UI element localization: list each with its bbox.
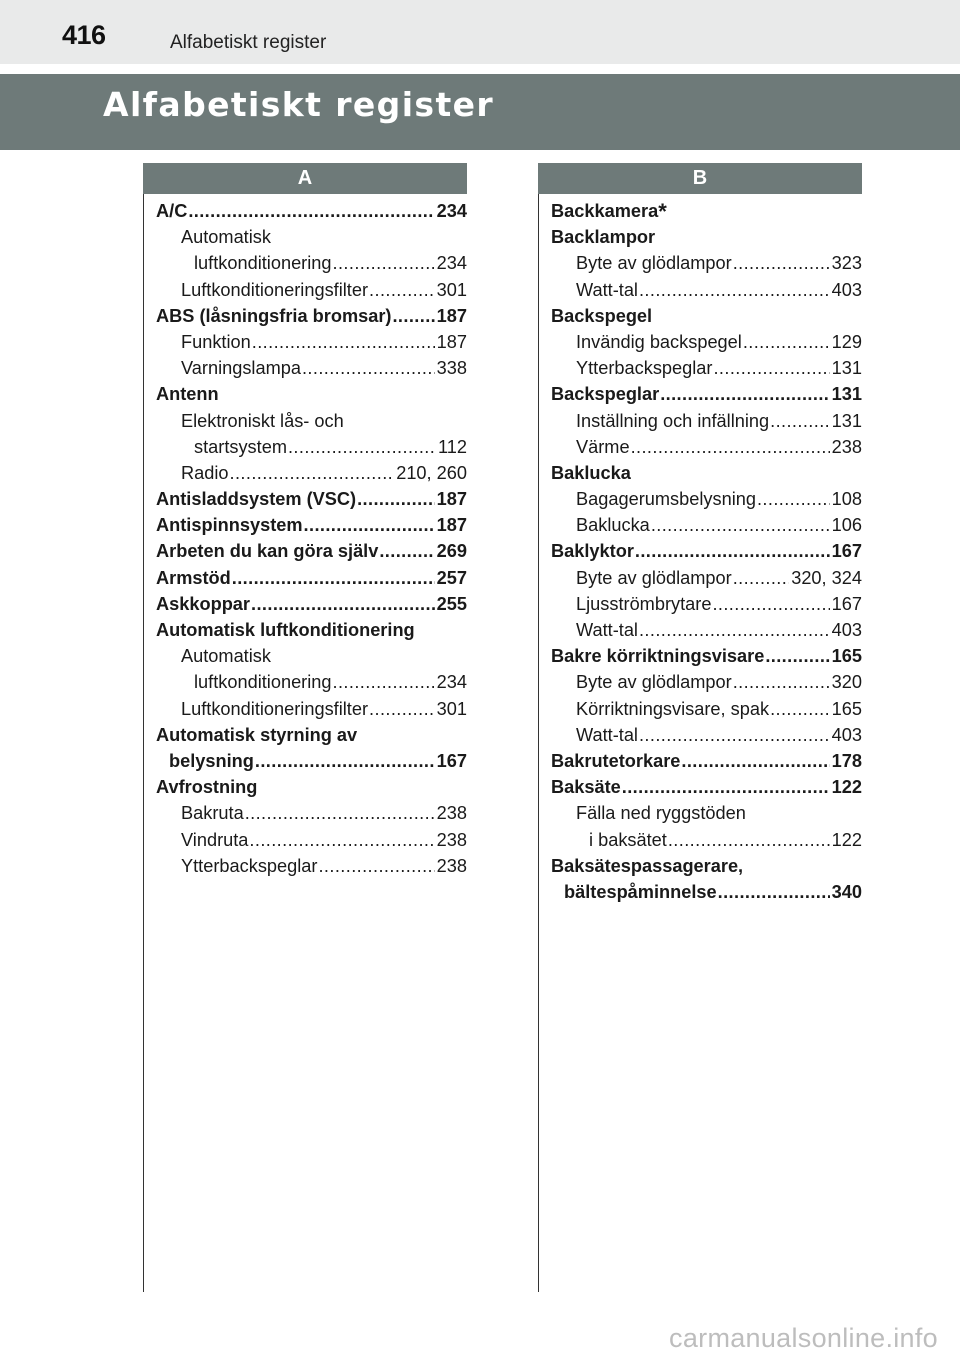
dot-leader — [318, 853, 434, 879]
page-reference: 301 — [436, 698, 467, 719]
index-entry — [156, 250, 467, 276]
index-entry — [156, 486, 467, 512]
index-entry — [551, 617, 862, 643]
page-reference: 403 — [831, 279, 862, 300]
index-column-a — [156, 198, 467, 879]
dot-leader — [255, 748, 435, 774]
entry-term: Antispinnsystem — [156, 515, 303, 536]
entry-term: Vindruta — [181, 829, 249, 850]
page-number: 416 — [62, 20, 106, 50]
entry-term: Radio — [181, 462, 229, 483]
page-reference: 340 — [831, 881, 862, 902]
index-entry — [551, 800, 862, 826]
index-entry — [551, 434, 862, 460]
dot-leader — [392, 303, 434, 329]
dot-leader — [668, 827, 830, 853]
index-entry — [551, 277, 862, 303]
index-entry — [551, 774, 862, 800]
index-entry — [156, 774, 467, 800]
dot-leader — [681, 748, 829, 774]
entry-term: Byte av glödlampor — [576, 672, 732, 693]
entry-term: startsystem — [194, 436, 287, 457]
entry-term: Automatisk — [181, 646, 271, 667]
index-entry — [551, 722, 862, 748]
entry-term: Ljusströmbrytare — [576, 593, 712, 614]
entry-term: Baksäte — [551, 777, 621, 798]
index-entry — [156, 696, 467, 722]
index-entry — [551, 853, 862, 879]
index-entry — [156, 669, 467, 695]
page-reference: 167 — [831, 593, 862, 614]
index-entry — [551, 486, 862, 512]
entry-term: Inställning och infällning — [576, 410, 770, 431]
index-entry — [156, 512, 467, 538]
dot-leader — [639, 277, 830, 303]
index-entry: Backkamera * — [551, 199, 667, 224]
index-entry — [551, 329, 862, 355]
page-reference: 269 — [436, 541, 467, 562]
index-entry — [156, 329, 467, 355]
dot-leader — [733, 565, 790, 591]
entry-term: Ytterbackspeglar — [576, 358, 713, 379]
entry-term: Luftkonditioneringsfilter — [181, 279, 369, 300]
index-entry — [156, 748, 467, 774]
page-reference: 301 — [436, 279, 467, 300]
index-entry — [156, 617, 467, 643]
page-reference: 187 — [436, 305, 467, 326]
page-title: Alfabetiskt register — [103, 85, 495, 124]
index-entry — [156, 460, 467, 486]
dot-leader — [288, 434, 436, 460]
index-entry — [156, 800, 467, 826]
dot-leader — [369, 277, 435, 303]
index-entry — [551, 879, 862, 905]
index-entry — [551, 669, 862, 695]
dot-leader — [232, 565, 435, 591]
page-reference: 122 — [831, 829, 862, 850]
dot-leader — [302, 355, 435, 381]
entry-term: Bakre körriktningsvisare — [551, 646, 765, 667]
dot-leader — [249, 827, 434, 853]
entry-term: Baksätespassagerare, — [551, 855, 744, 876]
watermark: carmanualsonline.info — [669, 1323, 938, 1353]
page-reference: 187 — [436, 331, 467, 352]
dot-leader — [333, 669, 435, 695]
entry-term: Arbeten du kan göra själv — [156, 541, 379, 562]
entry-term: Ytterbackspeglar — [181, 855, 318, 876]
entry-term: ABS (låsningsfria bromsar) — [156, 305, 392, 326]
dot-leader — [379, 538, 434, 564]
entry-term: Watt-tal — [576, 724, 638, 745]
index-entry — [551, 512, 862, 538]
index-entry — [551, 408, 862, 434]
entry-term: Antenn — [156, 384, 219, 405]
index-entry — [156, 565, 467, 591]
index-entry — [156, 224, 467, 250]
page-reference: 167 — [831, 541, 862, 562]
dot-leader — [639, 617, 830, 643]
entry-term: Watt-tal — [576, 620, 638, 640]
index-entry — [551, 381, 862, 407]
index-entry — [551, 224, 862, 250]
entry-term: bältespåminnelse — [564, 881, 717, 902]
dot-leader — [712, 591, 829, 617]
entry-term: Byte av glödlampor — [576, 253, 732, 274]
entry-term: luftkonditionering — [194, 253, 332, 274]
dot-leader — [639, 722, 830, 748]
index-entry — [156, 198, 467, 224]
dot-leader — [245, 800, 435, 826]
running-header — [0, 0, 960, 64]
entry-term: Antisladdsystem (VSC) — [156, 489, 357, 510]
index-entry — [551, 591, 862, 617]
dot-leader — [304, 512, 435, 538]
entry-term: Automatisk — [181, 227, 271, 248]
entry-term: Watt-tal — [576, 279, 638, 300]
index-entry — [156, 355, 467, 381]
entry-term: Byte av glödlampor — [576, 567, 732, 588]
dot-leader — [251, 591, 435, 617]
dot-leader — [635, 538, 830, 564]
dot-leader — [369, 696, 435, 722]
dot-leader — [770, 408, 830, 434]
entry-term: Varningslampa — [181, 358, 301, 379]
entry-term: Funktion — [181, 331, 251, 352]
page-reference: 129 — [831, 331, 862, 352]
page-reference: 238 — [831, 436, 862, 457]
index-entry — [551, 748, 862, 774]
page-reference: 178 — [831, 750, 862, 771]
page-reference: 403 — [831, 724, 862, 745]
page-reference: 106 — [831, 515, 862, 536]
entry-term: Backspeglar — [551, 384, 660, 405]
index-entry — [551, 460, 862, 486]
dot-leader — [230, 460, 395, 486]
index-entry — [551, 303, 862, 329]
entry-term: Invändig backspegel — [576, 331, 742, 352]
entry-term: A/C — [156, 201, 188, 221]
page-reference: 255 — [436, 593, 467, 614]
page-reference: 238 — [436, 855, 467, 876]
index-entry — [551, 827, 862, 853]
index-entry — [156, 277, 467, 303]
entry-term: Baklucka — [551, 462, 631, 483]
page-reference: 167 — [436, 750, 467, 771]
index-entry — [156, 853, 467, 879]
entry-term: luftkonditionering — [194, 672, 332, 693]
entry-term: Automatisk luftkonditionering — [156, 620, 415, 640]
page-reference: 234 — [436, 672, 467, 693]
index-column-b — [551, 198, 862, 905]
index-entry — [156, 827, 467, 853]
page-reference: 187 — [436, 515, 467, 536]
dot-leader — [757, 486, 830, 512]
entry-term: Automatisk styrning av — [156, 724, 358, 745]
index-entry — [551, 643, 862, 669]
page-reference: 122 — [831, 777, 862, 798]
entry-term: Luftkonditioneringsfilter — [181, 698, 369, 719]
entry-term: Backspegel — [551, 305, 653, 326]
letter-header-b: B — [538, 163, 862, 194]
column-divider-b — [538, 194, 539, 1292]
page-reference: 165 — [831, 698, 862, 719]
page-reference: 234 — [436, 201, 467, 221]
dot-leader — [733, 669, 830, 695]
entry-term: Värme — [576, 436, 630, 457]
index-entry — [551, 355, 862, 381]
page-reference: 320 — [831, 672, 862, 693]
page-reference: 210, 260 — [396, 462, 467, 483]
dot-leader — [622, 774, 830, 800]
page-reference: 320, 324 — [791, 567, 862, 588]
index-entry — [156, 434, 467, 460]
index-entry — [156, 303, 467, 329]
entry-term: Baklyktor — [551, 541, 634, 562]
page-reference: 338 — [436, 358, 467, 379]
page-reference: 131 — [831, 384, 862, 405]
entry-term: Bagagerumsbelysning — [576, 489, 756, 510]
entry-term: Fälla ned ryggstöden — [576, 803, 746, 824]
page-reference: 238 — [436, 803, 467, 824]
index-entry — [156, 722, 467, 748]
dot-leader — [718, 879, 830, 905]
index-entry — [156, 408, 467, 434]
entry-term: Avfrostning — [156, 777, 258, 798]
dot-leader — [357, 486, 435, 512]
page-reference: 131 — [831, 358, 862, 379]
page-reference: 165 — [831, 646, 862, 667]
dot-leader — [188, 198, 434, 224]
index-entry — [551, 565, 862, 591]
entry-term: Bakruta — [181, 803, 244, 824]
entry-term: Elektroniskt lås- och — [181, 410, 344, 431]
index-entry — [156, 643, 467, 669]
index-entry — [156, 591, 467, 617]
letter-header-a: A — [143, 163, 467, 194]
dot-leader — [733, 250, 830, 276]
page-reference: 257 — [436, 567, 467, 588]
dot-leader — [631, 434, 830, 460]
page-reference: 108 — [831, 489, 862, 510]
index-entry — [156, 538, 467, 564]
entry-term: Backkamera — [551, 201, 659, 221]
entry-term: Bakrutetorkare — [551, 750, 681, 771]
dot-leader — [660, 381, 829, 407]
dot-leader — [765, 643, 829, 669]
running-header-title: Alfabetiskt register — [170, 32, 327, 53]
page-reference: 131 — [831, 410, 862, 431]
page-reference: 112 — [438, 436, 467, 457]
entry-term: i baksätet — [589, 829, 667, 850]
page-reference: 403 — [831, 620, 862, 640]
index-entry — [551, 250, 862, 276]
dot-leader — [770, 696, 830, 722]
index-entry — [551, 538, 862, 564]
dot-leader — [252, 329, 435, 355]
dot-leader — [743, 329, 830, 355]
entry-term: Körriktningsvisare, spak — [576, 698, 770, 719]
dot-leader — [333, 250, 435, 276]
dot-leader — [713, 355, 829, 381]
page-reference: 238 — [436, 829, 467, 850]
entry-term: Backlampor — [551, 227, 656, 248]
dot-leader — [651, 512, 830, 538]
column-divider-a — [143, 194, 144, 1292]
entry-term: Baklucka — [576, 515, 650, 536]
page-reference: 234 — [436, 253, 467, 274]
index-entry — [156, 381, 467, 407]
entry-term: Askkoppar — [156, 593, 251, 614]
entry-term: belysning — [169, 750, 254, 771]
entry-term: Armstöd — [156, 567, 231, 588]
index-entry — [551, 696, 862, 722]
page-reference: 323 — [831, 253, 862, 274]
page-reference: 187 — [436, 489, 467, 510]
